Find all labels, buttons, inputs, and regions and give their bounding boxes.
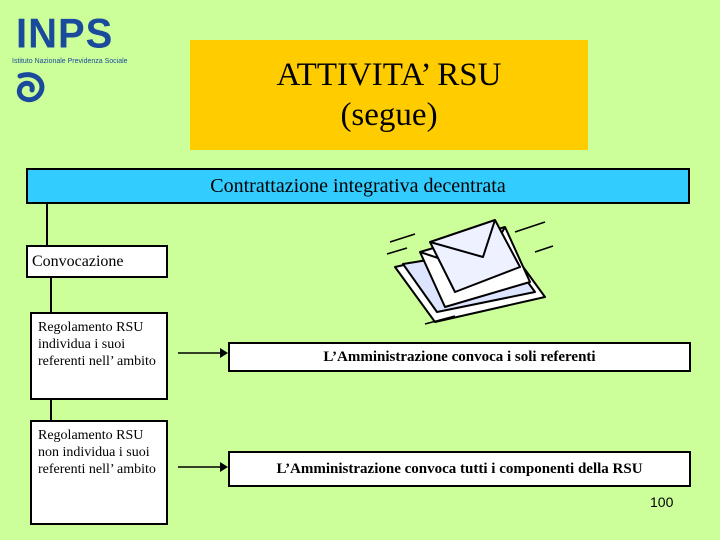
logo-subtitle: Istituto Nazionale Previdenza Sociale bbox=[12, 58, 128, 65]
logo-brand: INPS bbox=[16, 10, 114, 58]
envelope-clipart-icon bbox=[385, 212, 555, 327]
connector-vertical bbox=[50, 400, 52, 420]
connector-vertical bbox=[46, 204, 48, 245]
header-bar: Contrattazione integrativa decentrata bbox=[26, 168, 690, 204]
page-number: 100 bbox=[650, 494, 674, 510]
logo-swirl-icon bbox=[10, 68, 50, 108]
arrow-right-icon bbox=[178, 346, 228, 360]
arrow-right-icon bbox=[178, 460, 228, 474]
condition-box: Regolamento RSU individua i suoi referenti nell’ ambito bbox=[30, 312, 168, 400]
connector-vertical bbox=[50, 278, 52, 312]
result-box: L’Amministrazione convoca tutti i componenti della RSU bbox=[228, 451, 691, 487]
title-line-2: (segue) bbox=[340, 97, 438, 133]
title-line-1: ATTIVITA’ RSU bbox=[276, 57, 502, 93]
slide-title bbox=[190, 40, 588, 150]
result-box: L’Amministrazione convoca i soli referenti bbox=[228, 342, 691, 372]
convocazione-box: Convocazione bbox=[26, 245, 168, 278]
inps-logo bbox=[10, 10, 145, 105]
condition-box: Regolamento RSU non individua i suoi referenti nell’ ambito bbox=[30, 420, 168, 525]
